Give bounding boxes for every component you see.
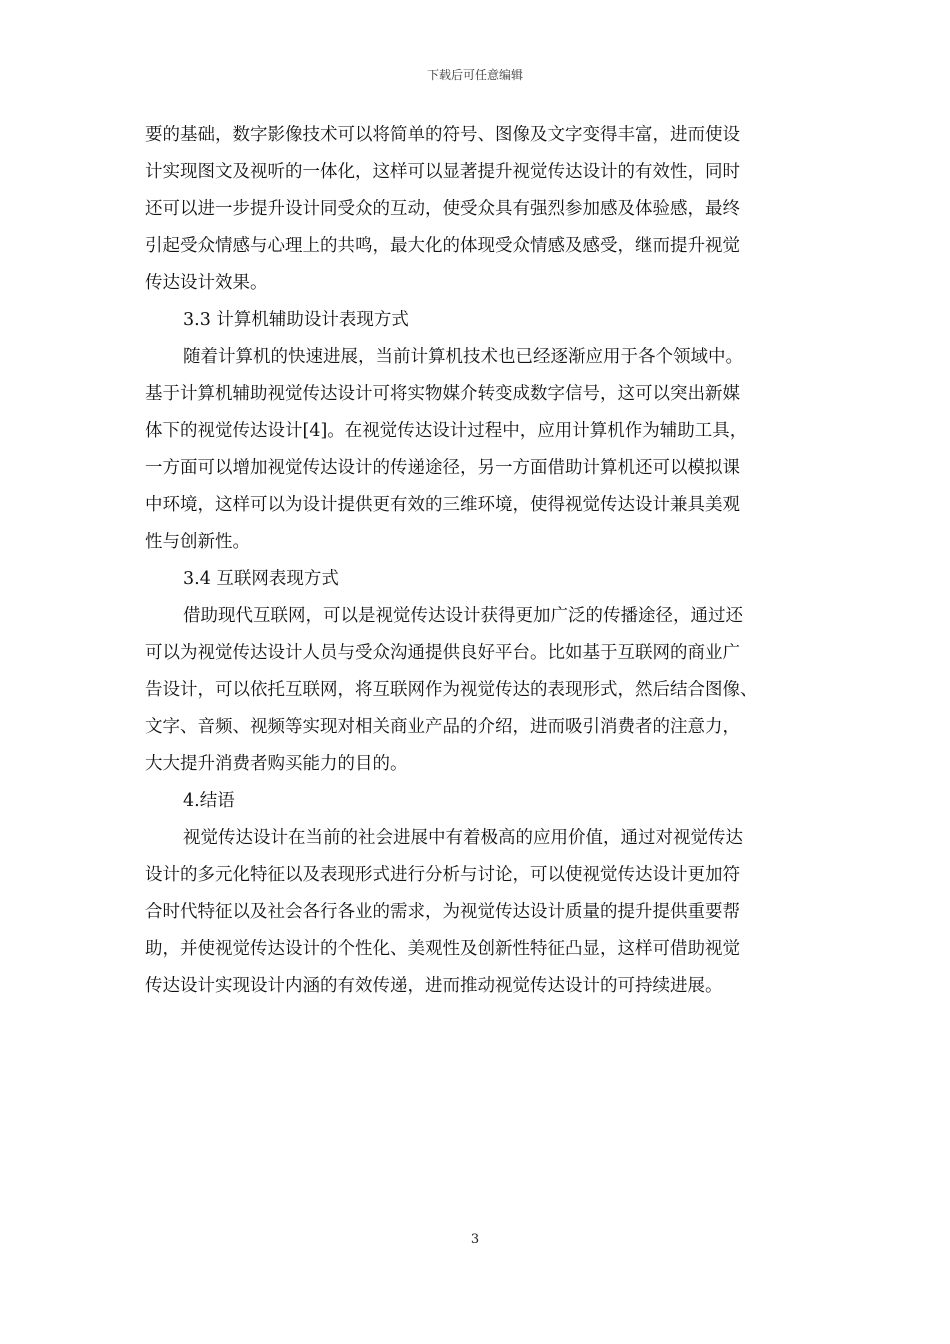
section-heading: 3.4 互联网表现方式 — [183, 569, 339, 589]
section-heading: 3.3 计算机辅助设计表现方式 — [183, 310, 409, 330]
body-line: 计实现图文及视听的一体化，这样可以显著提升视觉传达设计的有效性，同时 — [145, 162, 740, 182]
body-line: 传达设计实现设计内涵的有效传递，进而推动视觉传达设计的可持续进展。 — [145, 976, 723, 996]
body-line: 传达设计效果。 — [145, 273, 268, 293]
page-number: 3 — [470, 1232, 480, 1247]
body-line: 性与创新性。 — [145, 532, 250, 552]
body-line: 基于计算机辅助视觉传达设计可将实物媒介转变成数字信号，这可以突出新媒 — [145, 384, 740, 404]
body-line: 告设计，可以依托互联网，将互联网作为视觉传达的表现形式，然后结合图像、 — [145, 680, 758, 700]
document-body — [145, 117, 813, 1005]
body-line: 引起受众情感与心理上的共鸣，最大化的体现受众情感及感受，继而提升视觉 — [145, 236, 740, 256]
body-line: 文字、音频、视频等实现对相关商业产品的介绍，进而吸引消费者的注意力， — [145, 717, 740, 737]
body-line: 视觉传达设计在当前的社会进展中有着极高的应用价值，通过对视觉传达 — [183, 828, 743, 848]
body-line: 大大提升消费者购买能力的目的。 — [145, 754, 408, 774]
body-line: 随着计算机的快速进展，当前计算机技术也已经逐渐应用于各个领域中。 — [183, 347, 743, 367]
body-line: 一方面可以增加视觉传达设计的传递途径，另一方面借助计算机还可以模拟课 — [145, 458, 740, 478]
body-line: 助，并使视觉传达设计的个性化、美观性及创新性特征凸显，这样可借助视觉 — [145, 939, 740, 959]
body-line: 设计的多元化特征以及表现形式进行分析与讨论，可以使视觉传达设计更加符 — [145, 865, 740, 885]
body-line: 可以为视觉传达设计人员与受众沟通提供良好平台。比如基于互联网的商业广 — [145, 643, 740, 663]
body-line: 合时代特征以及社会各行各业的需求，为视觉传达设计质量的提升提供重要帮 — [145, 902, 740, 922]
section-heading: 4.结语 — [183, 791, 235, 811]
page-header: 下载后可任意编辑 — [426, 68, 523, 82]
body-line: 还可以进一步提升设计同受众的互动，使受众具有强烈参加感及体验感，最终 — [145, 199, 740, 219]
body-line: 体下的视觉传达设计[4]。在视觉传达设计过程中，应用计算机作为辅助工具， — [145, 421, 748, 441]
body-line: 借助现代互联网，可以是视觉传达设计获得更加广泛的传播途径，通过还 — [183, 606, 743, 626]
body-line: 要的基础，数字影像技术可以将简单的符号、图像及文字变得丰富，进而使设 — [145, 125, 740, 145]
body-line: 中环境，这样可以为设计提供更有效的三维环境，使得视觉传达设计兼具美观 — [145, 495, 740, 515]
